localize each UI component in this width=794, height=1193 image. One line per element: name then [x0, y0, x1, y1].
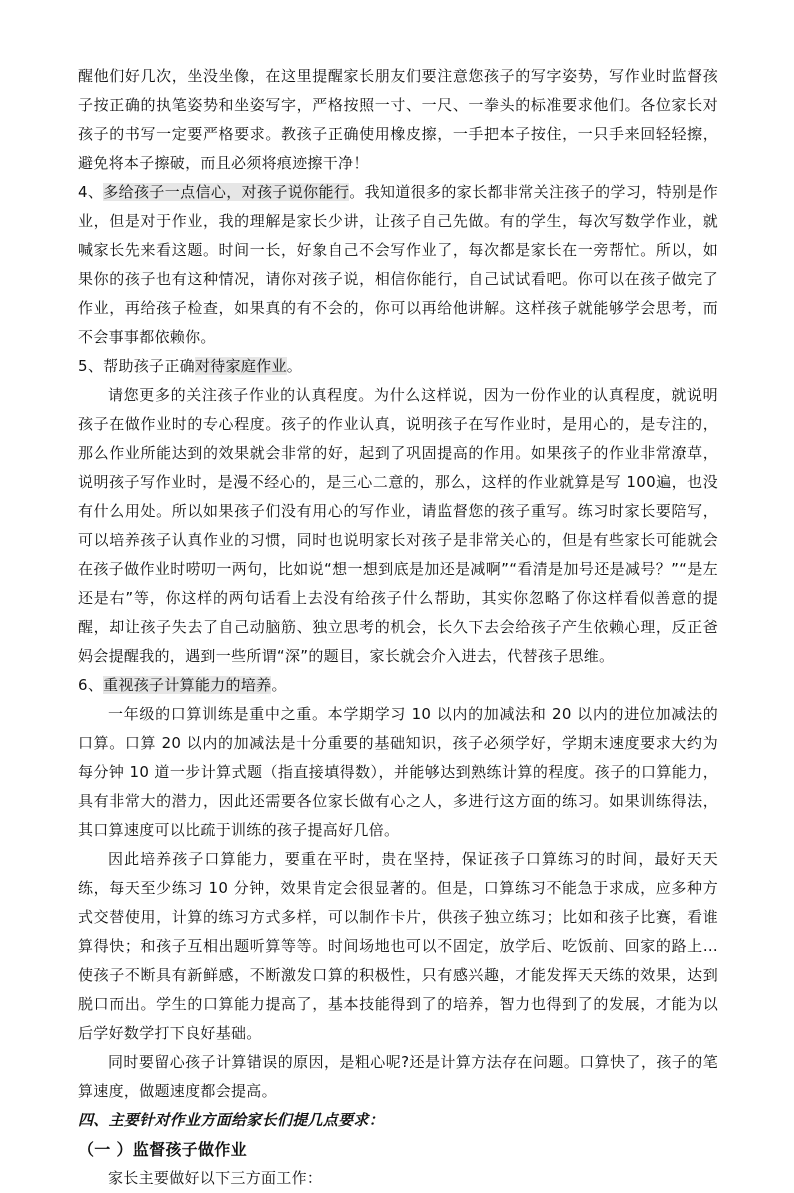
- item-heading-end: 。: [286, 357, 303, 375]
- paragraph-body: 。我知道很多的家长都非常关注孩子的学习，特别是作业，但是对于作业，我的理解是家长少讲，让孩子自己先做。有的学生，每次写数学作业，就喊家长先来看这题。时间一长，好象自己不会写作业了，每次都是家长在一旁帮忙。所以，如果你的孩子也有这种情况，请你对孩子说，相信你能行，自己试试看吧。你可以在孩子做完了作业，再给孩子检查，如果真的有不会的，你可以再给他讲解。这样孩子就能够学会思考，而不会事事都依赖你。: [78, 183, 718, 346]
- item-heading-calculation: [78, 671, 718, 700]
- document-page: [78, 62, 718, 1193]
- paragraph-confidence: [78, 178, 718, 352]
- paragraph-oral-arithmetic: 一年级的口算训练是重中之重。本学期学习 10 以内的加减法和 20 以内的进位加减法的口算。口算 20 以内的加减法是十分重要的基础知识，孩子必须学好，学期末速度要求大约为每分钟 10 道一步计算式题（指直接填得数），并能够达到熟练计算的程度。孩子的口算能力，具有非常大的潜力，因此还需要各位家长做有心之人，多进行这方面的练习。如果训练得法，其口算速度可以比疏于训练的孩子提高好几倍。: [78, 705, 718, 839]
- section-heading: 四、主要针对作业方面给家长们提几点要求：: [78, 1111, 385, 1129]
- paragraph-error-causes: 同时要留心孩子计算错误的原因，是粗心呢?还是计算方法存在问题。口算快了，孩子的笔算速度，做题速度都会提高。: [78, 1053, 718, 1100]
- item-heading-highlight: 多给孩子一点信心，对孩子说你能行: [103, 183, 350, 201]
- item-heading-highlight: 重视孩子计算能力的培养: [103, 676, 272, 694]
- item-heading-highlight: 对待家庭作业: [194, 357, 287, 375]
- closing-line: 家长主要做好以下三方面工作：: [108, 1169, 323, 1187]
- paragraph-writing-posture: 醒他们好几次，坐没坐像，在这里提醒家长朋友们要注意您孩子的写字姿势，写作业时监督孩子按正确的执笔姿势和坐姿写字，严格按照一寸、一尺、一拳头的标准要求他们。各位家长对孩子的书写一定要严格要求。教孩子正确使用橡皮擦，一手把本子按住，一只手来回轻轻擦，避免将本子擦破，而且必须将痕迹擦干净！: [78, 67, 718, 172]
- item-number: 6、: [78, 676, 104, 694]
- paragraph-practice-method: 因此培养孩子口算能力，要重在平时，贵在坚持，保证孩子口算练习的时间，最好天天练，每天至少练习 10 分钟，效果肯定会很显著的。但是，口算练习不能急于求成，应多种方式交替使用，计算的练习方式多样，可以制作卡片，供孩子独立练习；比如和孩子比赛，看谁算得快；和孩子互相出题听算等等。时间场地也可以不固定，放学后、吃饭前、回家的路上…使孩子不断具有新鲜感，不断激发口算的积极性，只有感兴趣，才能发挥天天练的效果，达到脱口而出。学生的口算能力提高了，基本技能得到了的培养，智力也得到了的发展，才能为以后学好数学打下良好基础。: [78, 850, 718, 1042]
- item-heading-text: 帮助孩子正确: [103, 357, 195, 375]
- item-heading-end: 。: [271, 676, 287, 694]
- item-heading-homework-attitude: [78, 352, 718, 381]
- item-number: 5、: [78, 357, 104, 375]
- subsection-heading: （一 ）监督孩子做作业: [78, 1140, 247, 1159]
- item-number: 4、: [78, 183, 104, 201]
- paragraph-homework-seriousness: 请您更多的关注孩子作业的认真程度。为什么这样说，因为一份作业的认真程度，就说明孩子在做作业时的专心程度。孩子的作业认真，说明孩子在写作业时，是用心的，是专注的，那么作业所能达到的效果就会非常的好，起到了巩固提高的作用。如果孩子的作业非常潦草，说明孩子写作业时，是漫不经心的，是三心二意的，那么，这样的作业就算是写 100遍，也没有什么用处。所以如果孩子们没有用心的写作业，请监督您的孩子重写。练习时家长要陪写，可以培养孩子认真作业的习惯，同时也说明家长对孩子是非常关心的，但是有些家长可能就会在孩子做作业时唠叨一两句，比如说“想一想到底是加还是减啊”“看清是加号还是减号？”“是左还是右”等，你这样的两句话看上去没有给孩子什么帮助，其实你忽略了你这样看似善意的提醒，却让孩子失去了自己动脑筋、独立思考的机会，长久下去会给孩子产生依赖心理，反正爸妈会提醒我的，遇到一些所谓“深”的题目，家长就会介入进去，代替孩子思维。: [78, 386, 718, 665]
